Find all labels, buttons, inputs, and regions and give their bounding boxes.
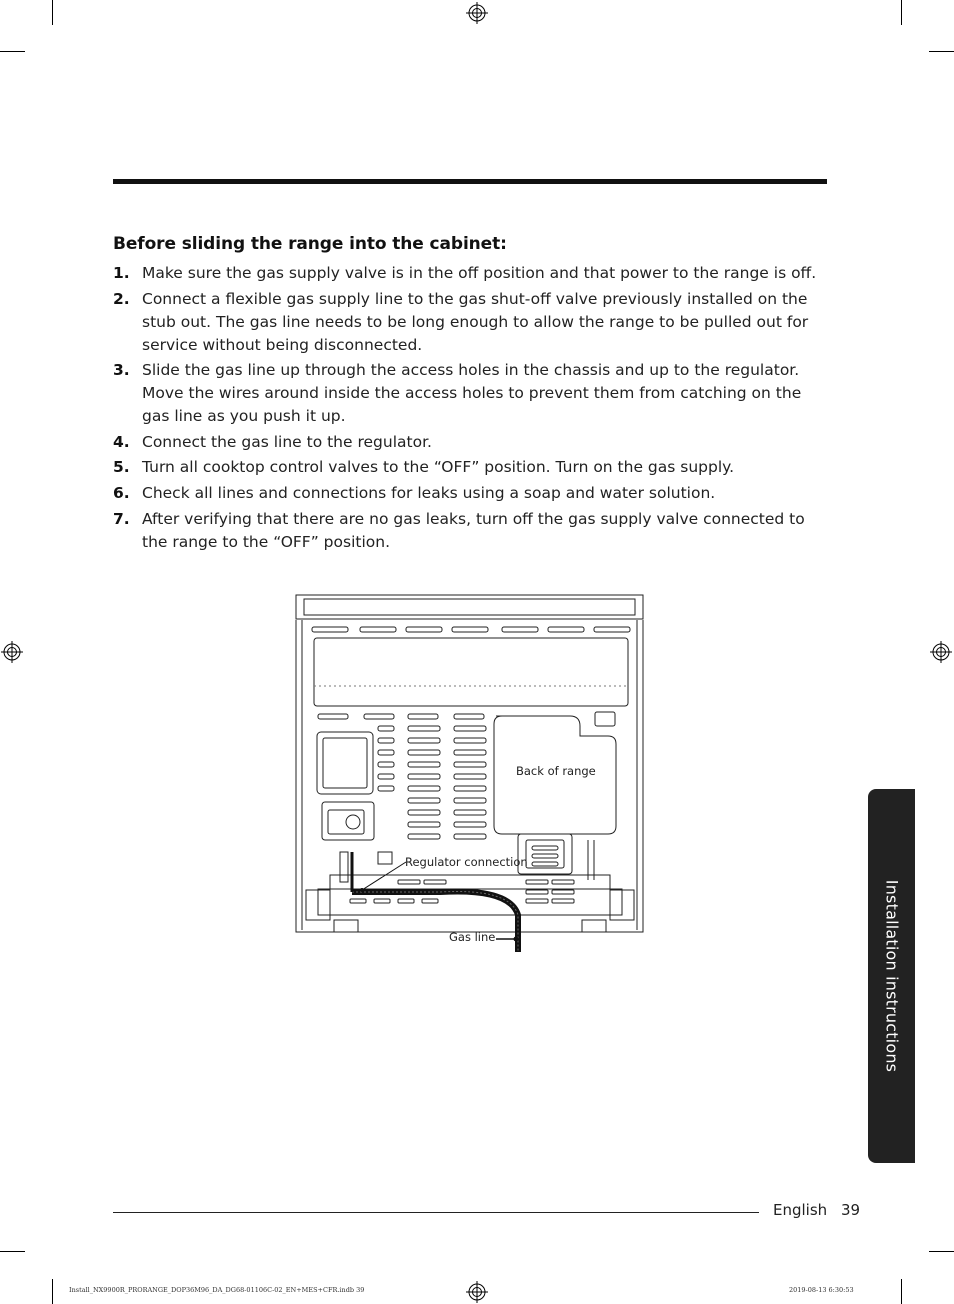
page-number: 39 [841,1201,861,1219]
list-item [113,431,827,454]
footer-rule [113,1212,759,1213]
registration-mark-icon [466,2,488,24]
crop-mark [52,1279,53,1304]
step-number: 3. [113,361,130,380]
crop-mark [901,0,902,25]
step-number: 5. [113,458,130,477]
range-back-diagram [290,590,650,960]
crop-mark [929,51,954,52]
section-heading: Before sliding the range into the cabinet: [113,234,507,254]
step-text: Make sure the gas supply valve is in the off position and that power to the range is off. [142,264,817,282]
footer-language: English [773,1201,828,1219]
side-tab-label: Installation instructions [882,879,901,1073]
step-text: Turn all cooktop control valves to the “OFF” position. Turn on the gas supply. [142,458,735,477]
range-back-drawing [290,590,650,960]
print-file-info: Install_NX9900R_PRORANGE_DOP36M96_DA_DG68-01106C-02_EN+MES+CFR.indb 39 [69,1286,365,1294]
section-side-tab [868,789,915,1163]
registration-mark-icon [930,641,952,663]
registration-mark-icon [466,1281,488,1303]
regulator-connection-label: Regulator connection [405,855,528,869]
back-of-range-label: Back of range [516,764,596,778]
step-number: 7. [113,509,130,528]
list-item [113,456,827,479]
print-date-info: 2019-08-13 6:30:53 [789,1286,854,1294]
list-item [113,359,827,428]
crop-mark [929,1251,954,1252]
crop-mark [0,1251,25,1252]
registration-mark-icon [1,641,23,663]
instruction-steps [113,262,827,556]
step-text: Connect a flexible gas supply line to the gas shut-off valve previously installed on the stub out. The gas line needs to be long enough to allow the range to be pulled out for service without being disconnected. [142,289,809,354]
step-number: 1. [113,264,130,282]
crop-mark [0,51,25,52]
crop-mark [52,0,53,25]
list-item [113,508,827,554]
step-number: 6. [113,483,130,502]
section-rule [113,179,827,184]
step-text: Check all lines and connections for leaks using a soap and water solution. [142,483,716,502]
step-text: Connect the gas line to the regulator. [142,432,432,451]
list-item [113,482,827,505]
step-text: After verifying that there are no gas leaks, turn off the gas supply valve connected to the range to the “OFF” position. [142,509,805,551]
crop-mark [901,1279,902,1304]
step-text: Slide the gas line up through the access holes in the chassis and up to the regulator. Move the wires around inside the access holes to prevent them from catching on the gas line as you push it up. [142,361,802,426]
step-number: 2. [113,289,130,308]
gas-line-label: Gas line [449,930,496,944]
list-item [113,288,827,357]
step-number: 4. [113,432,130,451]
list-item [113,262,827,285]
